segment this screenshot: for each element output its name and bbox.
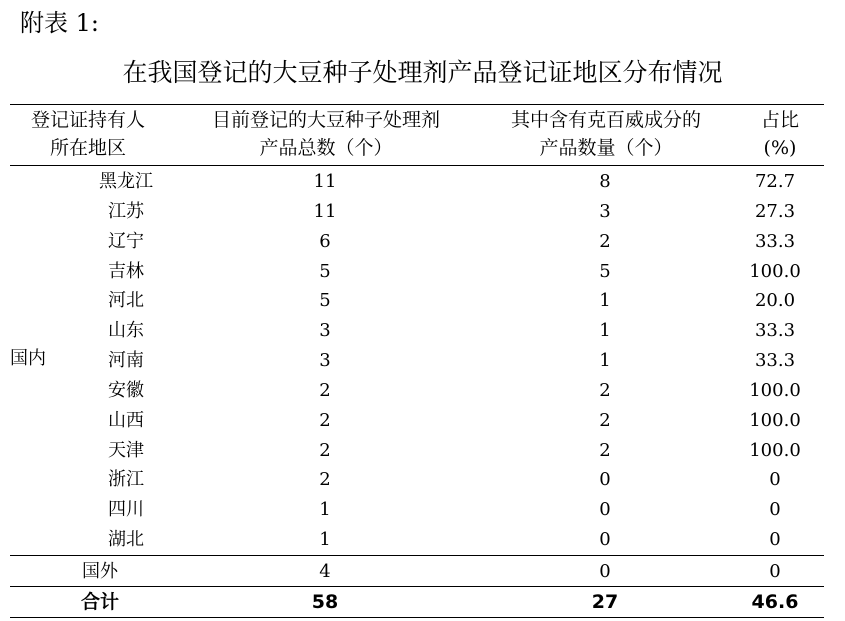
header-total-line1: 目前登记的大豆种子处理剂 [211,109,440,131]
cell-ratio: 0 [769,469,781,491]
header-count-line2: 产品数量（个） [539,137,673,159]
cell-region: 山西 [108,409,144,431]
cell-count: 0 [599,529,611,551]
table-row [10,495,824,525]
table-row [10,227,824,257]
cell-total: 2 [319,439,331,461]
cell-ratio: 33.3 [754,320,796,342]
cell-count: 0 [599,561,611,582]
cell-ratio: 33.3 [754,230,796,252]
cell-ratio: 20.0 [754,290,796,312]
cell-total: 58 [311,591,339,613]
table-row [10,346,824,376]
cell-total: 5 [319,260,331,282]
header-region-line1: 登记证持有人 [30,109,145,131]
header-total-line2: 产品总数（个） [259,137,393,159]
cell-region: 吉林 [108,260,144,282]
cell-count: 2 [599,409,611,431]
cell-ratio: 46.6 [751,591,799,613]
header-region [10,106,166,162]
header-region-line2: 所在地区 [49,137,126,159]
foreign-row [10,557,824,586]
header-ratio [745,106,815,162]
header-bottom-rule [10,165,824,166]
cell-ratio: 100.0 [749,439,801,461]
cell-count: 5 [599,260,611,282]
table-row [10,316,824,346]
cell-region: 天津 [108,439,144,461]
cell-ratio: 72.7 [754,171,796,192]
table-row [10,257,824,287]
table-title: 在我国登记的大豆种子处理剂产品登记证地区分布情况 [122,58,723,87]
table-bottom-rule [10,617,824,618]
table-top-rule [10,104,824,105]
cell-count: 8 [599,171,611,192]
cell-count: 0 [599,469,611,491]
table-row [10,286,824,316]
cell-count: 2 [599,439,611,461]
table-row [10,406,824,436]
table-row [10,197,824,227]
cell-total: 3 [319,350,331,372]
cell-count: 1 [599,350,611,372]
table-row [10,376,824,406]
cell-ratio: 100.0 [749,379,801,401]
table-row [10,465,824,495]
cell-total: 3 [319,320,331,342]
table-row [10,525,824,555]
cell-region: 河南 [108,350,144,372]
cell-ratio: 0 [769,499,781,521]
cell-count: 0 [599,499,611,521]
cell-total: 5 [319,290,331,312]
header-total [185,106,467,162]
cell-region: 山东 [108,320,144,342]
sum-row [10,587,824,617]
cell-region: 河北 [108,290,144,312]
domestic-bottom-rule [10,555,824,556]
cell-ratio: 0 [769,529,781,551]
cell-region: 浙江 [108,469,144,491]
cell-region: 湖北 [108,529,144,551]
header-ratio-line1: 占比 [760,109,799,131]
cell-ratio: 100.0 [749,260,801,282]
cell-ratio: 0 [769,561,781,582]
table-row [10,167,824,197]
cell-ratio: 33.3 [754,350,796,372]
table-caption: 附表 1: [20,9,99,37]
cell-ratio: 27.3 [754,200,796,222]
cell-region: 合计 [80,591,119,613]
cell-total: 2 [319,469,331,491]
cell-count: 2 [599,230,611,252]
cell-region: 四川 [108,499,144,521]
table-header [10,106,824,164]
cell-total: 1 [319,499,331,521]
cell-region: 江苏 [108,200,144,222]
domestic-group-label: 国内 [10,348,46,369]
header-count-line1: 其中含有克百威成分的 [510,109,701,131]
cell-total: 2 [319,409,331,431]
cell-total: 4 [319,561,331,582]
cell-count: 1 [599,320,611,342]
cell-count: 3 [599,200,611,222]
cell-region: 国外 [82,561,118,582]
cell-total: 1 [319,529,331,551]
cell-total: 2 [319,379,331,401]
cell-count: 27 [591,591,619,613]
domestic-rows [10,167,824,555]
cell-total: 11 [313,171,337,192]
table-row [10,436,824,466]
header-ratio-line2: (%) [763,137,797,159]
header-count [488,106,724,162]
cell-total: 6 [319,230,331,252]
cell-count: 1 [599,290,611,312]
cell-region: 安徽 [108,379,144,401]
cell-ratio: 100.0 [749,409,801,431]
cell-count: 2 [599,379,611,401]
cell-total: 11 [313,200,337,222]
cell-region: 辽宁 [108,230,144,252]
cell-region: 黑龙江 [99,171,153,192]
